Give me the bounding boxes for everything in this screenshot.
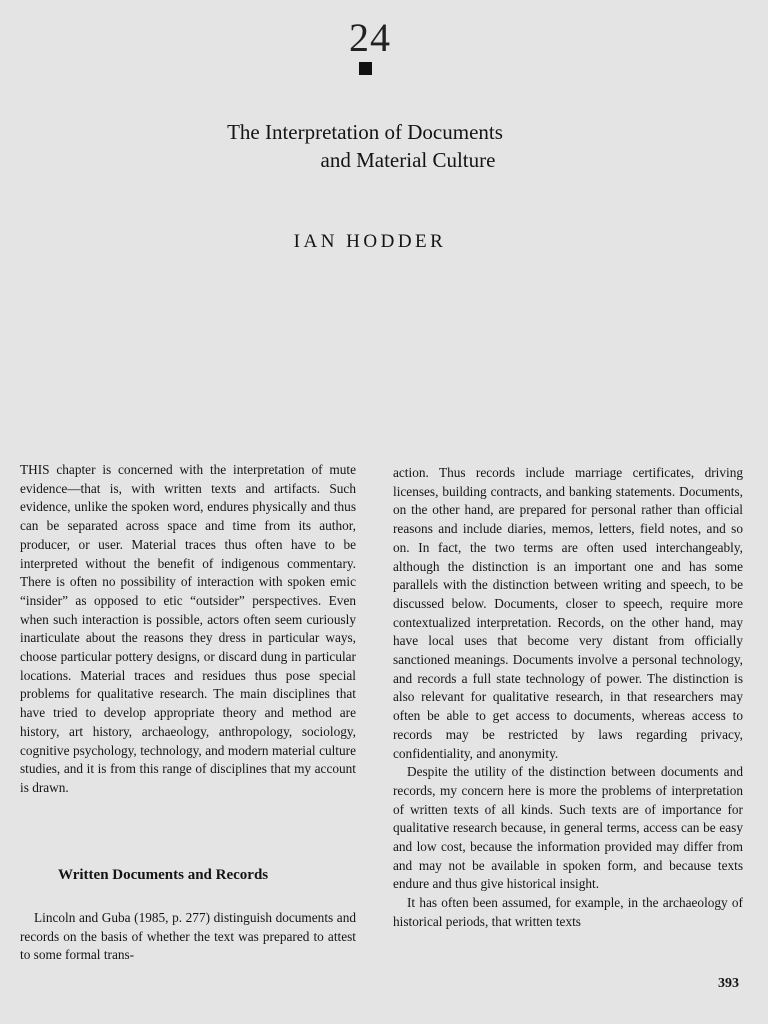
section-heading: Written Documents and Records bbox=[58, 867, 269, 883]
bleed-through-left bbox=[10, 0, 340, 455]
bleed-through-right bbox=[400, 0, 745, 455]
chapter-title bbox=[150, 118, 580, 174]
page-number: 393 bbox=[718, 976, 739, 991]
right-paragraph-2: Despite the utility of the distinction between documents and records, my concern here is more the problems of interpretation of written texts of all kinds. Such texts are of importance for qualitative research because, in general terms, access can be easy and low cost, because the information provided may differ from and may not be available in spoken form, and because texts endure and thus give historical insight. bbox=[393, 764, 743, 892]
right-paragraph-3: It has often been assumed, for example, in the archaeology of historical periods, that written texts bbox=[393, 895, 743, 929]
chapter-marker-square bbox=[359, 62, 372, 75]
left-column bbox=[20, 461, 356, 798]
chapter-title-line-2: and Material Culture bbox=[320, 148, 496, 172]
chapter-number: 24 bbox=[349, 15, 391, 60]
author-name: IAN HODDER bbox=[293, 231, 447, 252]
right-column bbox=[393, 464, 743, 932]
chapter-title-line-1: The Interpretation of Documents bbox=[227, 120, 503, 144]
left-column-lower bbox=[20, 909, 356, 965]
section-paragraph: Lincoln and Guba (1985, p. 277) distinguish documents and records on the basis of whether the text was prepared to attest to some formal trans- bbox=[20, 910, 356, 963]
right-paragraph-1: action. Thus records include marriage certificates, driving licenses, building contracts, and banking statements. Documents, on the other hand, are prepared for personal rather than official reasons and include diaries, memos, letters, field notes, and so on. In fact, the two terms are often used interchangeably, although the distinction is an important one and has some parallels with the distinction between writing and speech, to be discussed below. Documents, closer to speech, require more contextualized interpretation. Records, on the other hand, may have local uses that become very distant from officially sanctioned meanings. Documents involve a personal technology, and records a full state technology of power. The distinction is also relevant for qualitative research, in that researchers may often be able to get access to documents, whereas access to records may be restricted by laws regarding privacy, confidentiality, and anonymity. bbox=[393, 465, 743, 761]
intro-paragraph: THIS chapter is concerned with the interpretation of mute evidence—that is, with written texts and artifacts. Such evidence, unlike the spoken word, endures physically and thus can be separated across space and time from its author, producer, or user. Material traces thus often have to be interpreted without the benefit of indigenous commentary. There is often no possibility of interaction with spoken emic “insider” as opposed to etic “outsider” perspectives. Even when such interaction is possible, actors often seem curiously inarticulate about the reasons they dress in particular ways, choose particular pottery designs, or discard dung in particular locations. Material traces and residues thus pose special problems for qualitative research. The main disciplines that have tried to develop appropriate theory and method are history, art history, archaeology, anthropology, sociology, cognitive psychology, technology, and modern material culture studies, and it is from this range of disciplines that my account is drawn. bbox=[20, 462, 356, 795]
